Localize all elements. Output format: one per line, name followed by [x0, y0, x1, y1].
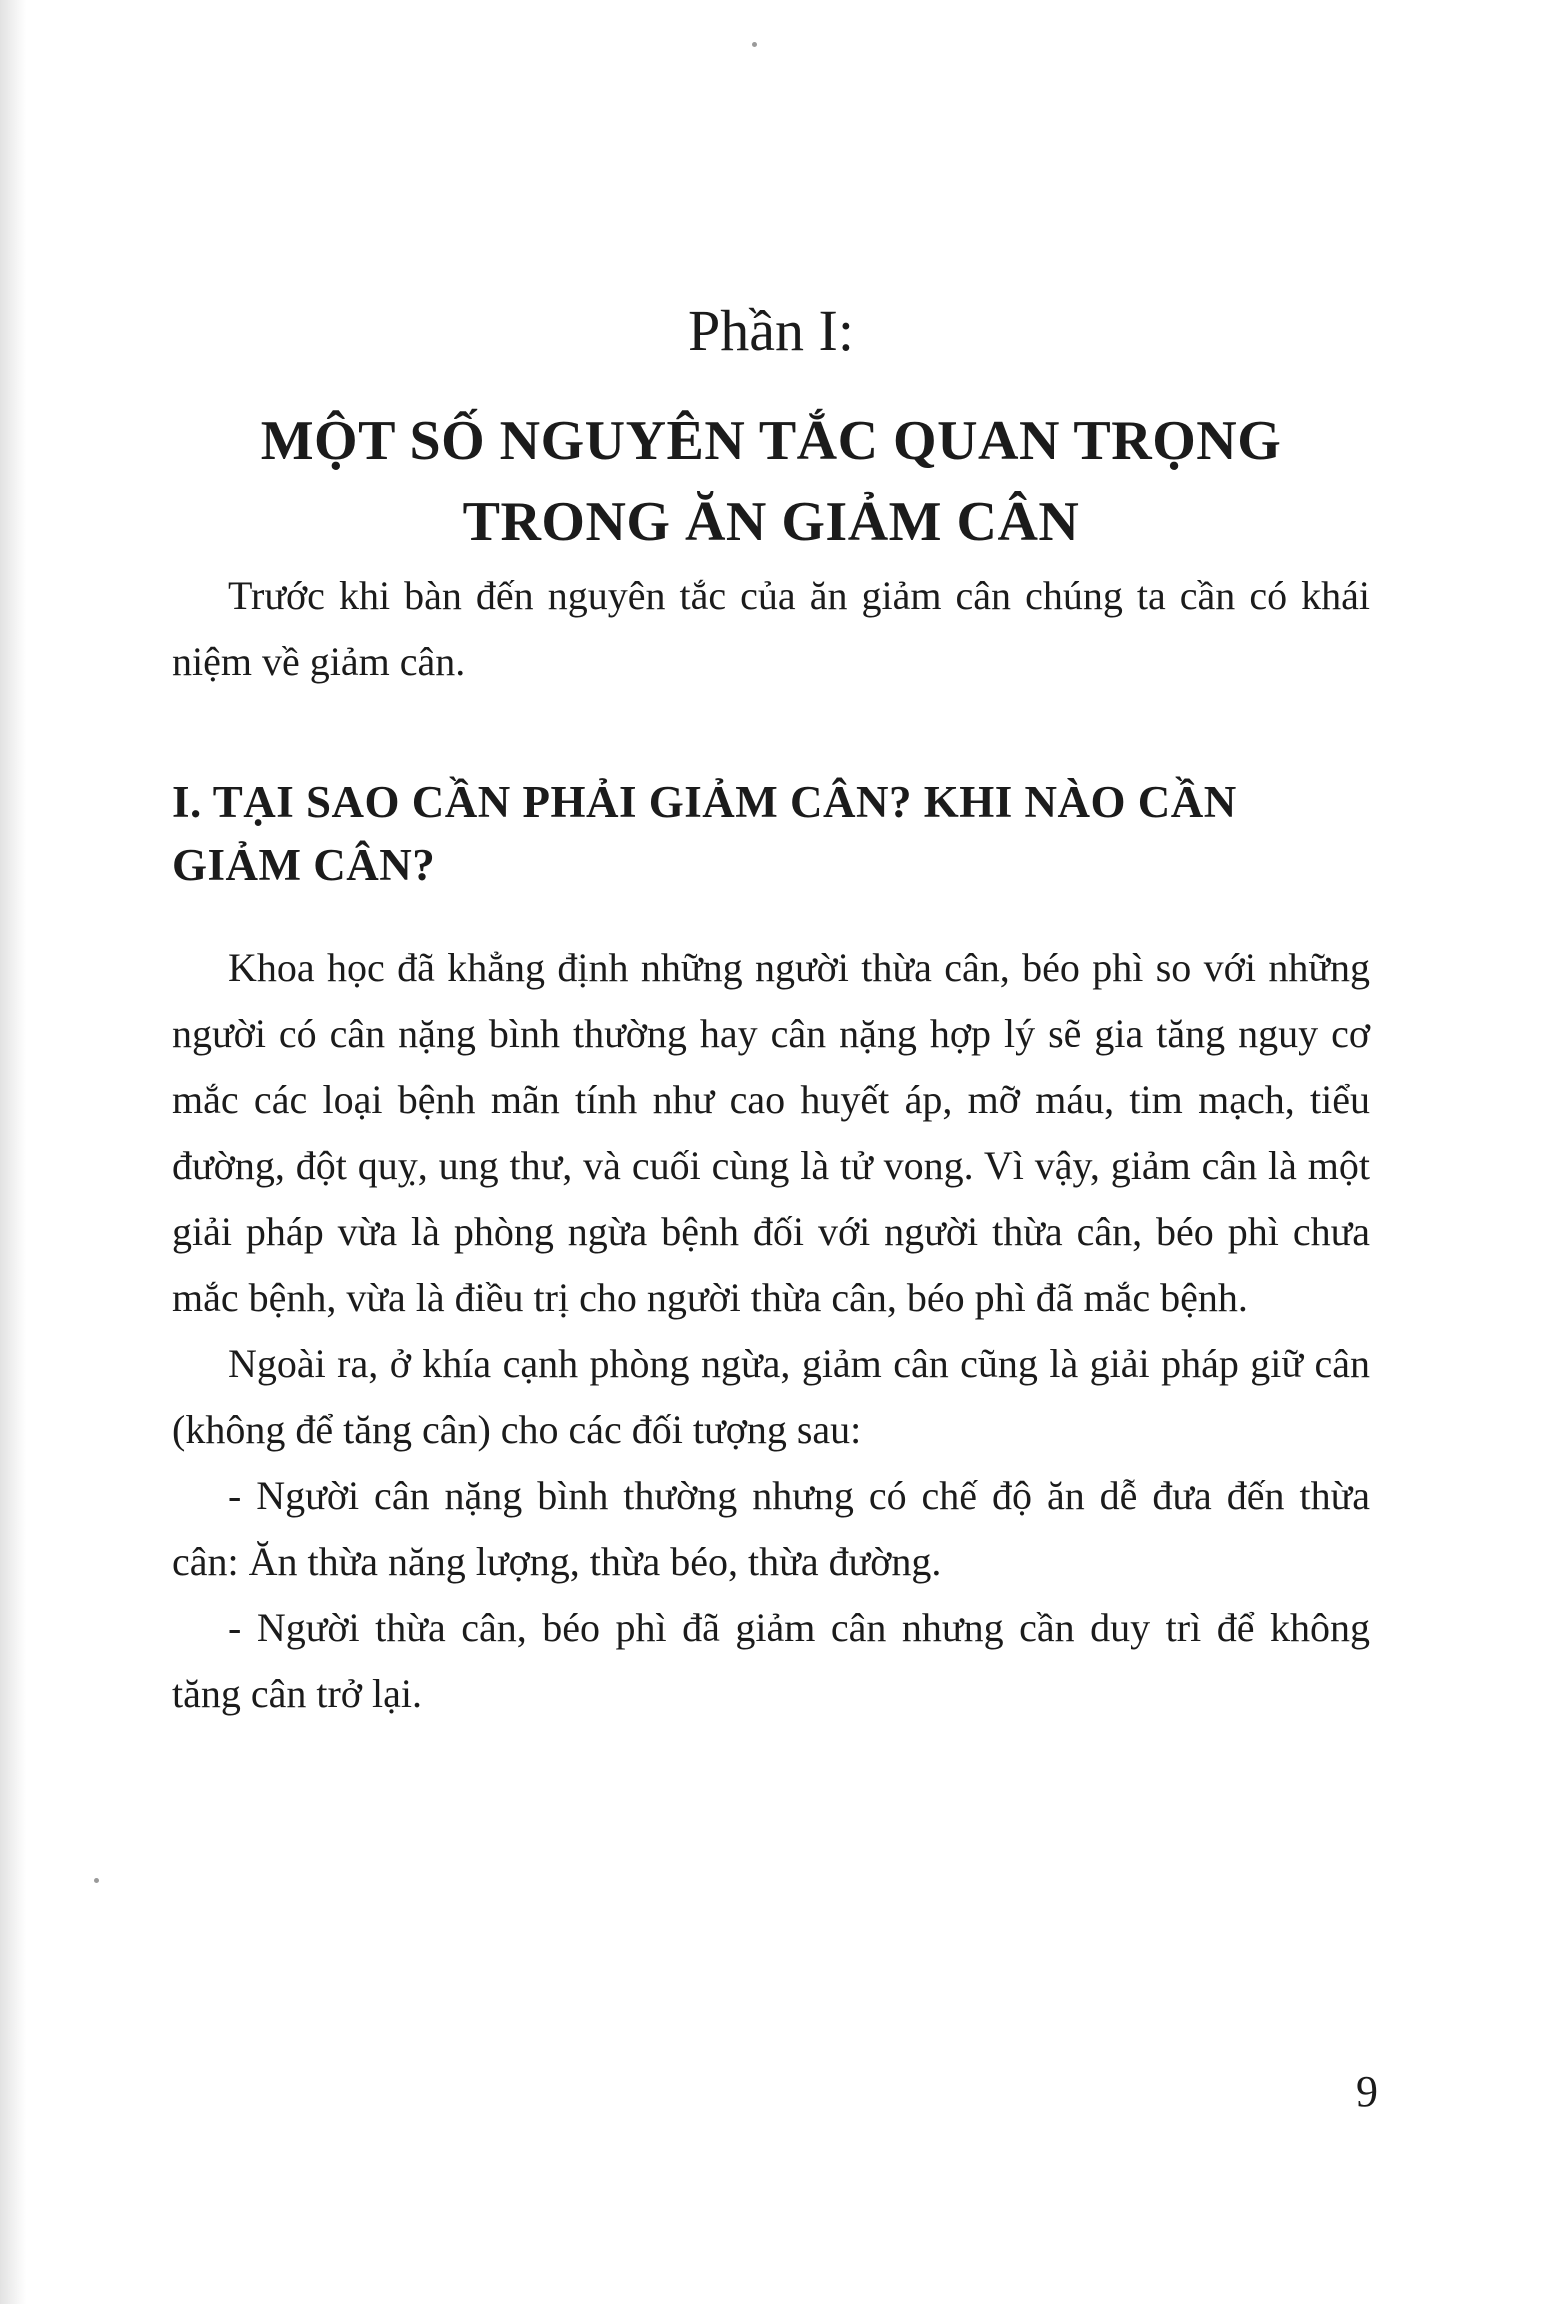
page-number: 9: [1356, 2067, 1378, 2116]
intro-paragraph: Trước khi bàn đến nguyên tắc của ăn giảm cân chúng ta cần có khái niệm về giảm cân.: [172, 573, 1370, 685]
bullet-paragraph: - Người thừa cân, béo phì đã giảm cân nhưng cần duy trì để không tăng cân trở lại.: [172, 1605, 1370, 1717]
bullet-paragraph: - Người cân nặng bình thường nhưng có chế độ ăn dễ đưa đến thừa cân: Ăn thừa năng lượng, thừa béo, thừa đường.: [172, 1473, 1370, 1585]
part-label: Phần I:: [688, 298, 854, 363]
section-heading: I. TẠI SAO CẦN PHẢI GIẢM CÂN? KHI NÀO CẦN GIẢM CÂN?: [172, 777, 1237, 891]
body-paragraph: Khoa học đã khẳng định những người thừa cân, béo phì so với những người có cân nặng bình thường hay cân nặng hợp lý sẽ gia tăng nguy cơ mắc các loại bệnh mãn tính như cao huyết áp, mỡ máu, tim mạch, tiểu đường, đột quỵ, ung thư, và cuối cùng là tử vong. Vì vậy, giảm cân là một giải pháp vừa là phòng ngừa bệnh đối với người thừa cân, béo phì chưa mắc bệnh, vừa là điều trị cho người thừa cân, béo phì đã mắc bệnh.: [172, 945, 1370, 1321]
scan-speck: [752, 42, 757, 47]
chapter-title-line2: TRONG ĂN GIẢM CÂN: [462, 490, 1080, 553]
chapter-title-line1: MỘT SỐ NGUYÊN TẮC QUAN TRỌNG: [260, 409, 1282, 472]
chapter-title: [172, 401, 1370, 563]
body-paragraph: Ngoài ra, ở khía cạnh phòng ngừa, giảm cân cũng là giải pháp giữ cân (không để tăng cân) cho các đối tượng sau:: [172, 1341, 1370, 1453]
scan-speck: [94, 1878, 99, 1883]
